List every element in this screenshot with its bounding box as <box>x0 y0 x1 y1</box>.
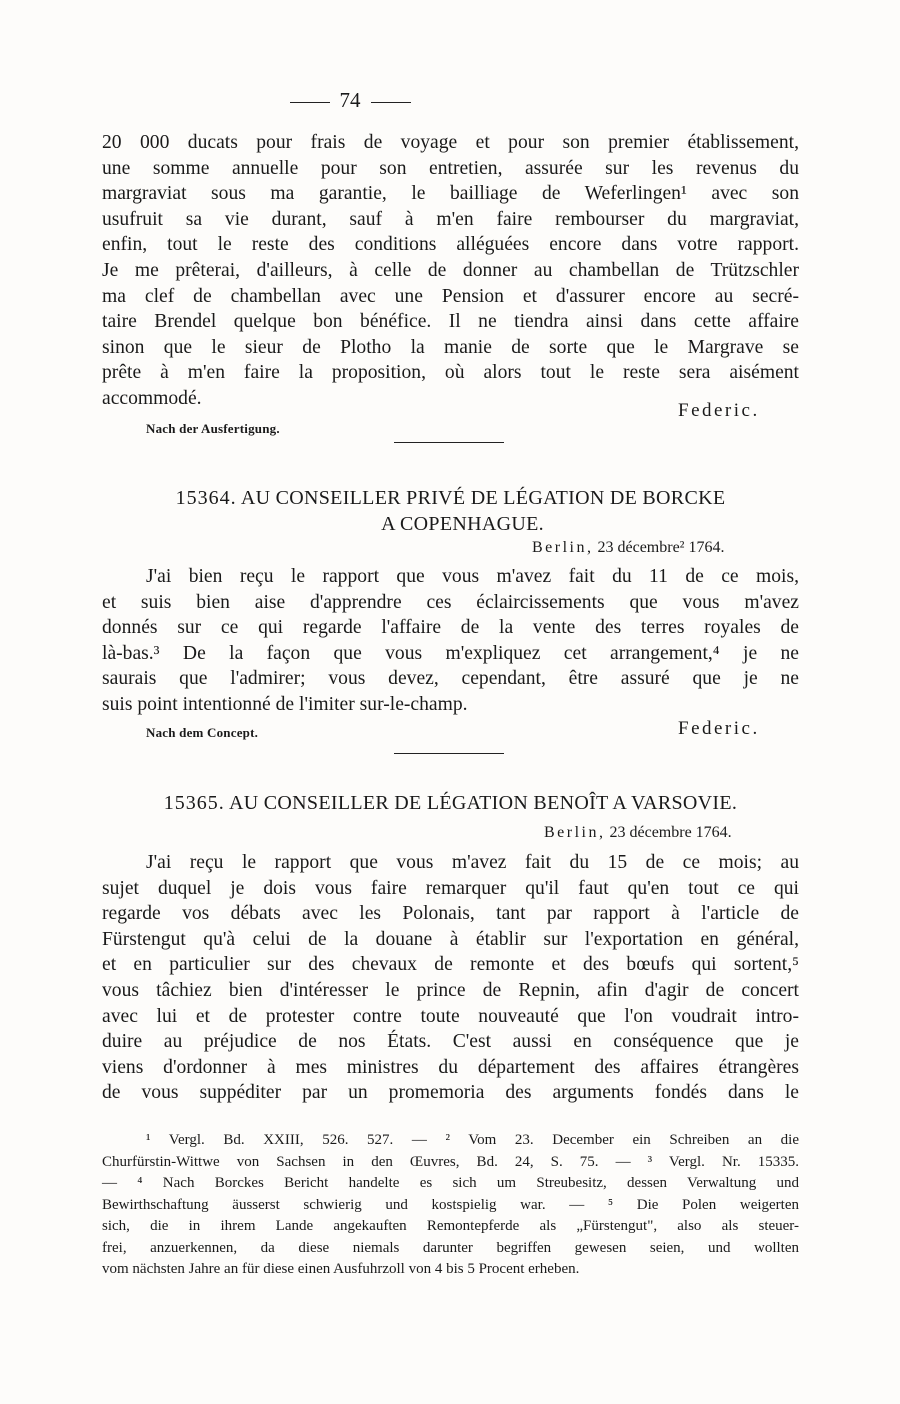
footnote-line: Churfürstin-Wittwe von Sachsen in den Œuvres, Bd. 24, S. 75. — ³ Vergl. Nr. 15335. <box>102 1153 799 1170</box>
footnote-line: vom nächsten Jahre an für diese einen Ausfuhrzoll von 4 bis 5 Procent erheben. <box>102 1261 580 1277</box>
section2-heading-line1 <box>102 485 799 511</box>
text-line: accommodé. <box>102 387 202 409</box>
text-line: sujet duquel je dois vous faire remarquer qu'il faut qu'en tout ce qui <box>102 877 799 899</box>
footnote-line: — ⁴ Nach Borckes Bericht handelte es sich um Streubesitz, dessen Verwaltung und <box>102 1175 799 1191</box>
header-dash-left <box>290 102 330 103</box>
text-line: Je me prêterai, d'ailleurs, à celle de donner au chambellan de Trützschler <box>102 259 799 281</box>
text-line: suis point intentionné de l'imiter sur-le-champ. <box>102 693 468 715</box>
text-line: enfin, tout le reste des conditions alléguées encore dans votre rapport. <box>102 234 799 256</box>
section1-paragraph <box>102 130 799 412</box>
text-line: de vous suppéditer par un promemoria des arguments fondés dans le <box>102 1082 799 1104</box>
section3-heading <box>102 790 799 816</box>
text-line: saurais que l'admirer; vous devez, cependant, être assuré que je ne <box>102 668 799 690</box>
dateline-date: 23 décembre 1764. <box>609 824 732 841</box>
text-line: prête à m'en faire la proposition, où alors tout le reste sera aisément <box>102 362 799 384</box>
section1-source-note: Nach der Ausfertigung. <box>146 421 280 436</box>
text-line: et en particulier sur des chevaux de remonte et des bœufs qui sortent,⁵ <box>102 954 799 976</box>
section3-dateline <box>544 824 732 842</box>
text-line: et suis bien aise d'apprendre ces éclaircissements que vous m'avez <box>102 591 799 613</box>
text-line: regarde vos débats avec les Polonais, tant par rapport à l'article de <box>102 903 799 925</box>
text-line: vous tâchiez bien d'intéresser le prince de Repnin, afin d'agir de concert <box>102 979 799 1001</box>
section3-paragraph <box>102 850 799 1106</box>
section2-heading <box>102 485 799 537</box>
footnote-line: frei, anzuerkennen, da diese niemals darunter begriffen gewesen seien, und wollten <box>102 1239 799 1256</box>
section-divider <box>394 442 504 443</box>
text-line: donnés sur ce qui regarde l'affaire de la vente des terres royales de <box>102 617 799 639</box>
letter-recipient: AU CONSEILLER PRIVÉ DE LÉGATION DE BORCKE <box>240 487 726 509</box>
header-dash-right <box>371 102 411 103</box>
text-line: Fürstengut qu'à celui de la douane à établir sur l'exportation en général, <box>102 928 799 950</box>
text-line: avec lui et de protester contre toute nouveauté que l'on voudrait intro- <box>102 1005 799 1027</box>
text-line: margraviat sous ma garantie, le bailliage de Weferlingen¹ avec son <box>102 183 799 205</box>
letter-number: 15365. <box>163 792 225 814</box>
section2-paragraph <box>102 564 799 718</box>
dateline-place: Berlin, <box>532 539 594 556</box>
dateline-place: Berlin, <box>544 824 606 841</box>
text-line: une somme annuelle pour son entretien, assurée sur les revenus du <box>102 157 799 179</box>
footnote-line: ¹ Vergl. Bd. XXIII, 526. 527. — ² Vom 23. December ein Schreiben an die <box>146 1132 799 1148</box>
letter-number: 15364. <box>175 487 237 509</box>
text-line: ma clef de chambellan avec une Pension et d'assurer encore au secré- <box>102 285 799 307</box>
text-line: J'ai bien reçu le rapport que vous m'avez fait du 11 de ce mois, <box>146 566 799 587</box>
text-line: 20 000 ducats pour frais de voyage et pour son premier établissement, <box>102 132 799 153</box>
section-divider <box>394 753 504 754</box>
footnote-line: Bewirthschaftung äusserst schwierig und kostspielig war. — ⁵ Die Polen weigerten <box>102 1196 799 1213</box>
section2-source-note: Nach dem Concept. <box>146 725 259 740</box>
page-header <box>270 88 430 113</box>
section2-signature: Federic. <box>678 718 760 739</box>
page-number: 74 <box>339 88 361 112</box>
text-line: J'ai reçu le rapport que vous m'avez fait du 15 de ce mois; au <box>146 852 799 873</box>
footnote-line: sich, die in ihrem Lande angekauften Remontepferde als „Fürstengut", also als steuer- <box>102 1218 799 1234</box>
text-line: duire au préjudice de nos États. C'est aussi en conséquence que je <box>102 1031 799 1053</box>
text-line: usufruit sa vie durant, sauf à m'en faire rembourser du margraviat, <box>102 208 799 230</box>
section1-signature: Federic. <box>678 400 760 421</box>
letter-recipient: AU CONSEILLER DE LÉGATION BENOÎT A VARSOVIE. <box>229 792 738 814</box>
dateline-date: 23 décembre² 1764. <box>597 539 725 556</box>
text-line: viens d'ordonner à mes ministres du département des affaires étrangères <box>102 1056 799 1078</box>
text-line: là-bas.³ De la façon que vous m'expliquez cet arrangement,⁴ je ne <box>102 642 799 664</box>
text-line: sinon que le sieur de Plotho la manie de sorte que le Margrave se <box>102 336 799 358</box>
section2-heading-line2: A COPENHAGUE. <box>381 513 544 535</box>
section2-dateline <box>532 539 724 557</box>
text-line: taire Brendel quelque bon bénéfice. Il ne tiendra ainsi dans cette affaire <box>102 311 799 333</box>
footnotes <box>102 1130 799 1281</box>
